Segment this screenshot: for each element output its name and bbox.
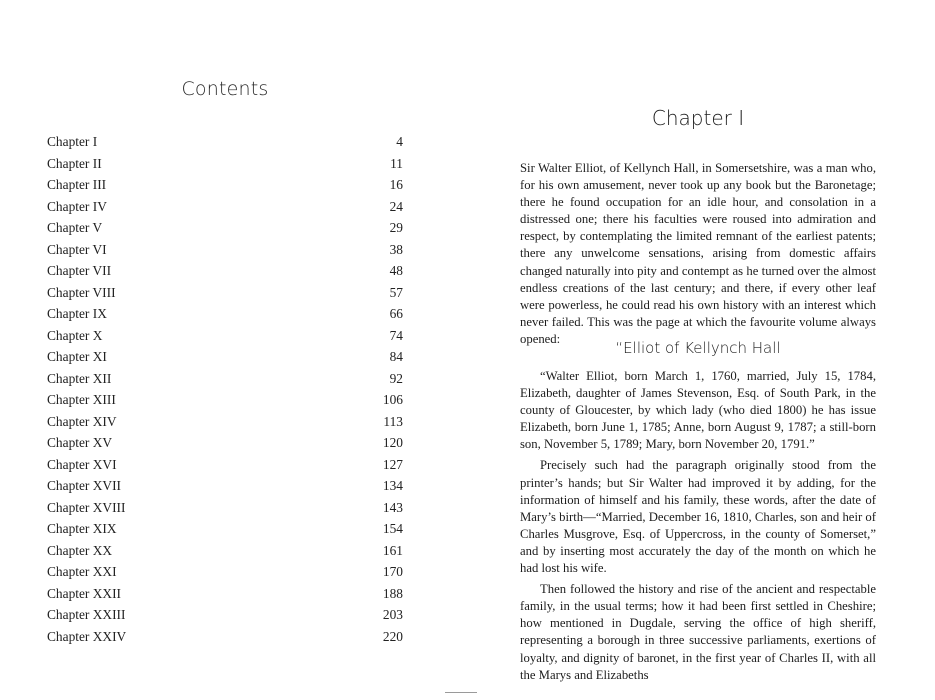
toc-item-page: 57 — [389, 284, 403, 300]
toc-list — [47, 131, 403, 647]
toc-item-page: 38 — [389, 241, 403, 257]
toc-item-page: 24 — [389, 198, 403, 214]
toc-item-label: Chapter V — [47, 220, 103, 235]
toc-item-page: 48 — [389, 263, 403, 278]
toc-item-page: 154 — [382, 521, 403, 536]
chapter-intro-paragraph: Sir Walter Elliot, of Kellynch Hall, in Somersetshire, was a man who, for his own amusement, never took up any book but the Baronetage; there he found occupation for an idle hour, and consolation in a distressed one; there his faculties were roused into admiration and respect, by contemplating the limited remnant of the earliest patents; there any unwelcome sensations, arising from domestic affairs changed naturally into pity and contempt as he turned over the almost endless creations of the last century; and there, if every other leaf were powerless, he could read his own history with an interest which never failed. This was the page at which the favourite volume always opened: — [520, 161, 876, 346]
toc-item-label: Chapter XI — [47, 349, 107, 364]
toc-item[interactable] — [47, 583, 403, 605]
toc-item-page: 74 — [389, 327, 403, 343]
toc-item-page: 134 — [382, 478, 403, 493]
toc-item[interactable] — [47, 239, 403, 261]
toc-item[interactable] — [47, 368, 403, 390]
toc-item[interactable] — [47, 196, 403, 218]
toc-item[interactable] — [47, 411, 403, 433]
toc-item-label: Chapter XIV — [47, 413, 117, 429]
toc-item-label: Chapter VI — [47, 241, 107, 257]
page-divider — [445, 692, 477, 693]
toc-item[interactable] — [47, 389, 403, 411]
chapter-paragraph: “Walter Elliot, born March 1, 1760, married, July 15, 1784, Elizabeth, daughter of James Stevenson, Esq. of South Park, in the county of Gloucester, by which lady (who died 1800) he has issue Elizabeth, born June 1, 1785; Anne, born August 9, 1787; a still-born son, November 5, 1789; Mary, born November 20, 1791.” — [520, 369, 876, 452]
toc-item-label: Chapter XII — [47, 370, 112, 386]
toc-item-page: 11 — [390, 155, 403, 171]
toc-item-page: 161 — [382, 542, 403, 558]
toc-item-label: Chapter XXIV — [47, 628, 127, 644]
toc-item[interactable] — [47, 604, 403, 626]
toc-item[interactable] — [47, 325, 403, 347]
toc-item[interactable] — [47, 497, 403, 519]
toc-item-label: Chapter XV — [47, 435, 113, 450]
toc-item-page: 66 — [389, 306, 403, 321]
toc-item[interactable] — [47, 432, 403, 454]
toc-item-label: Chapter II — [47, 155, 102, 171]
toc-item-page: 106 — [382, 392, 403, 407]
toc-item-label: Chapter XXIII — [47, 607, 126, 622]
toc-item-page: 143 — [382, 499, 403, 515]
toc-item-label: Chapter XIII — [47, 392, 116, 407]
toc-item-label: Chapter XVI — [47, 456, 117, 472]
toc-item-page: 113 — [383, 413, 403, 429]
chapter-subheading: “Elliot of Kellynch Hall — [615, 339, 781, 357]
toc-item-label: Chapter XXI — [47, 564, 117, 579]
toc-item[interactable] — [47, 282, 403, 304]
toc-item-page: 120 — [382, 435, 403, 450]
toc-item[interactable] — [47, 217, 403, 239]
toc-item-label: Chapter IX — [47, 306, 107, 321]
chapter-paragraph: Then followed the history and rise of the ancient and respectable family, in the usual terms; how it had been first settled in Cheshire; how mentioned in Dugdale, serving the office of high sheriff, representing a borough in three successive parliaments, exertions of loyalty, and dignity of baronet, in the first year of Charles II, with all the Marys and Elizabeths — [520, 582, 876, 682]
toc-item-page: 220 — [382, 628, 403, 644]
toc-item[interactable] — [47, 540, 403, 562]
toc-item-page: 203 — [382, 607, 403, 622]
toc-item[interactable] — [47, 260, 403, 282]
toc-item-page: 92 — [389, 370, 403, 386]
toc-item[interactable] — [47, 153, 403, 175]
toc-item-label: Chapter IV — [47, 198, 107, 214]
toc-item[interactable] — [47, 626, 403, 648]
toc-item[interactable] — [47, 346, 403, 368]
toc-item-label: Chapter VII — [47, 263, 112, 278]
toc-item-page: 127 — [382, 456, 403, 472]
toc-item[interactable] — [47, 454, 403, 476]
chapter-title: Chapter I — [651, 106, 745, 130]
toc-item-label: Chapter III — [47, 177, 107, 192]
toc-item-label: Chapter I — [47, 134, 98, 149]
toc-item-label: Chapter XXII — [47, 585, 121, 601]
toc-item[interactable] — [47, 475, 403, 497]
toc-item-page: 29 — [389, 220, 403, 235]
toc-item-page: 84 — [389, 349, 403, 364]
toc-item-page: 4 — [396, 134, 403, 149]
toc-item-label: Chapter XIX — [47, 521, 117, 536]
toc-item[interactable] — [47, 561, 403, 583]
toc-item[interactable] — [47, 303, 403, 325]
toc-item[interactable] — [47, 131, 403, 153]
toc-item-label: Chapter VIII — [47, 284, 116, 300]
toc-item-label: Chapter X — [47, 327, 103, 343]
toc-item[interactable] — [47, 174, 403, 196]
chapter-body — [520, 368, 876, 688]
toc-item-page: 16 — [389, 177, 403, 192]
chapter-paragraph: Precisely such had the paragraph originally stood from the printer’s hands; but Sir Walter had improved it by adding, for the information of himself and his family, these words, after the date of Mary’s birth—“Married, December 16, 1810, Charles, son and heir of Charles Musgrove, Esq. of Uppercross, in the county of Somerset,” and by inserting most accurately the day of the month on which he had lost his wife. — [520, 458, 876, 576]
toc-item-label: Chapter XX — [47, 542, 113, 558]
toc-item-page: 188 — [382, 585, 403, 601]
toc-item-label: Chapter XVII — [47, 478, 121, 493]
toc-title: Contents — [181, 78, 269, 100]
toc-item-page: 170 — [382, 564, 403, 579]
toc-item-label: Chapter XVIII — [47, 499, 126, 515]
toc-item[interactable] — [47, 518, 403, 540]
